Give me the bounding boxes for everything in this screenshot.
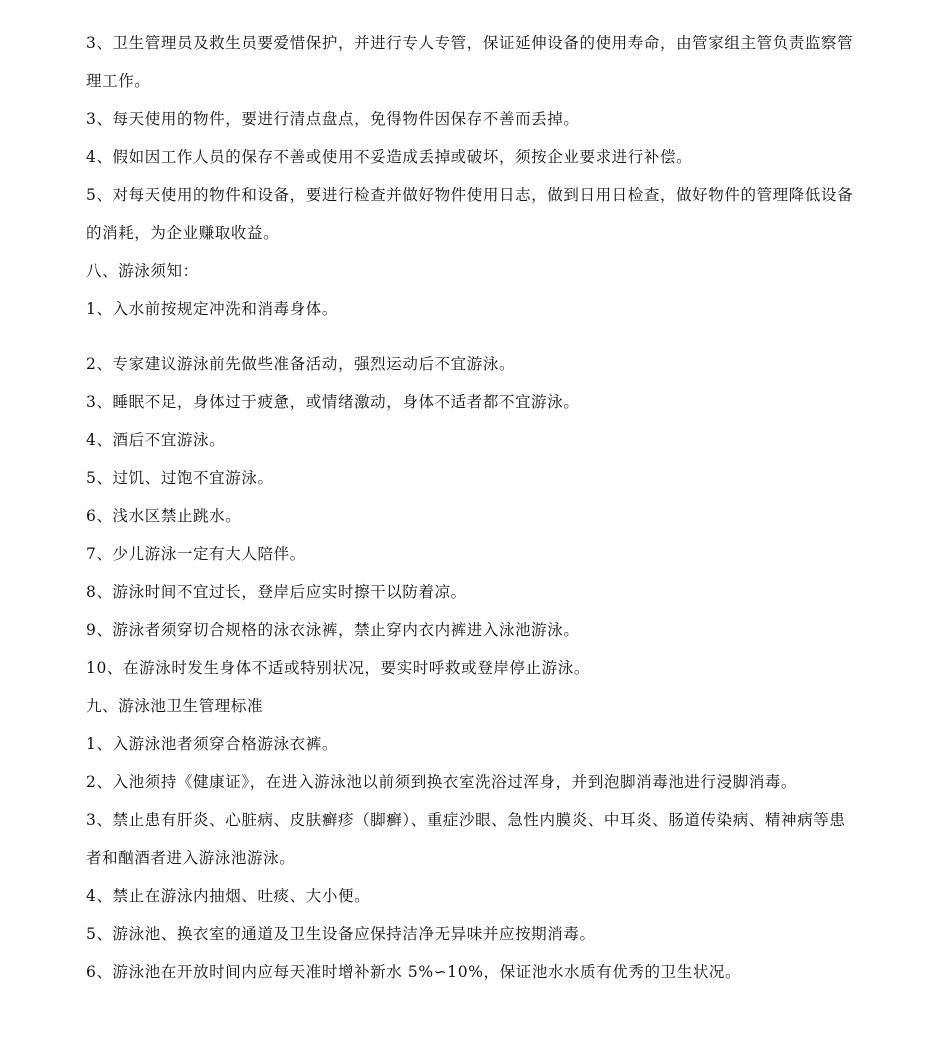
notice-item-2: 2、专家建议游泳前先做些准备活动，强烈运动后不宜游泳。 — [86, 355, 516, 373]
hygiene-item-5: 5、游泳池、换衣室的通道及卫生设备应保持洁净无异味并应按期消毒。 — [86, 925, 596, 943]
notice-item-3: 3、睡眠不足，身体过于疲惫，或情绪激动，身体不适者都不宜游泳。 — [86, 393, 580, 411]
notice-item-1: 1、入水前按规定冲洗和消毒身体。 — [86, 300, 338, 318]
hygiene-item-6: 6、游泳池在开放时间内应每天准时增补新水 5%∽10%，保证池水水质有优秀的卫生状况。 — [86, 963, 742, 981]
section-heading-swimming-notice: 八、游泳须知： — [86, 262, 199, 280]
document-page — [86, 24, 856, 991]
hygiene-item-3: 3、禁止患有肝炎、心脏病、皮肤癣疹（脚癣）、重症沙眼、急性内膜炎、中耳炎、肠道传染病、精神病等患者和酗酒者进入游泳池游泳。 — [86, 811, 846, 867]
notice-item-8: 8、游泳时间不宜过长，登岸后应实时擦干以防着凉。 — [86, 583, 467, 601]
hygiene-item-4: 4、禁止在游泳内抽烟、吐痰、大小便。 — [86, 887, 371, 905]
notice-item-10: 10、在游泳时发生身体不适或特别状况，要实时呼救或登岸停止游泳。 — [86, 659, 590, 677]
paragraph-equipment-care: 3、卫生管理员及救生员要爱惜保护，并进行专人专管，保证延伸设备的使用寿命，由管家组主管负责监察管理工作。 — [86, 34, 854, 90]
notice-item-4: 4、酒后不宜游泳。 — [86, 431, 226, 449]
paragraph-daily-inventory: 3、每天使用的物件，要进行清点盘点，免得物件因保存不善而丢掉。 — [86, 110, 580, 128]
notice-item-9: 9、游泳者须穿切合规格的泳衣泳裤，禁止穿内衣内裤进入泳池游泳。 — [86, 621, 580, 639]
hygiene-item-2: 2、入池须持《健康证》，在进入游泳池以前须到换衣室洗浴过浑身，并到泡脚消毒池进行浸脚消毒。 — [86, 773, 798, 791]
section-heading-pool-hygiene: 九、游泳池卫生管理标准 — [86, 697, 264, 715]
notice-item-5: 5、过饥、过饱不宜游泳。 — [86, 469, 274, 487]
paragraph-inspection-log: 5、对每天使用的物件和设备，要进行检查并做好物件使用日志，做到日用日检查，做好物件的管理降低设备的消耗，为企业赚取收益。 — [86, 186, 854, 242]
notice-item-6: 6、浅水区禁止跳水。 — [86, 507, 242, 525]
hygiene-item-1: 1、入游泳池者须穿合格游泳衣裤。 — [86, 735, 338, 753]
notice-item-7: 7、少儿游泳一定有大人陪伴。 — [86, 545, 306, 563]
paragraph-compensation: 4、假如因工作人员的保存不善或使用不妥造成丢掉或破坏，须按企业要求进行补偿。 — [86, 148, 693, 166]
